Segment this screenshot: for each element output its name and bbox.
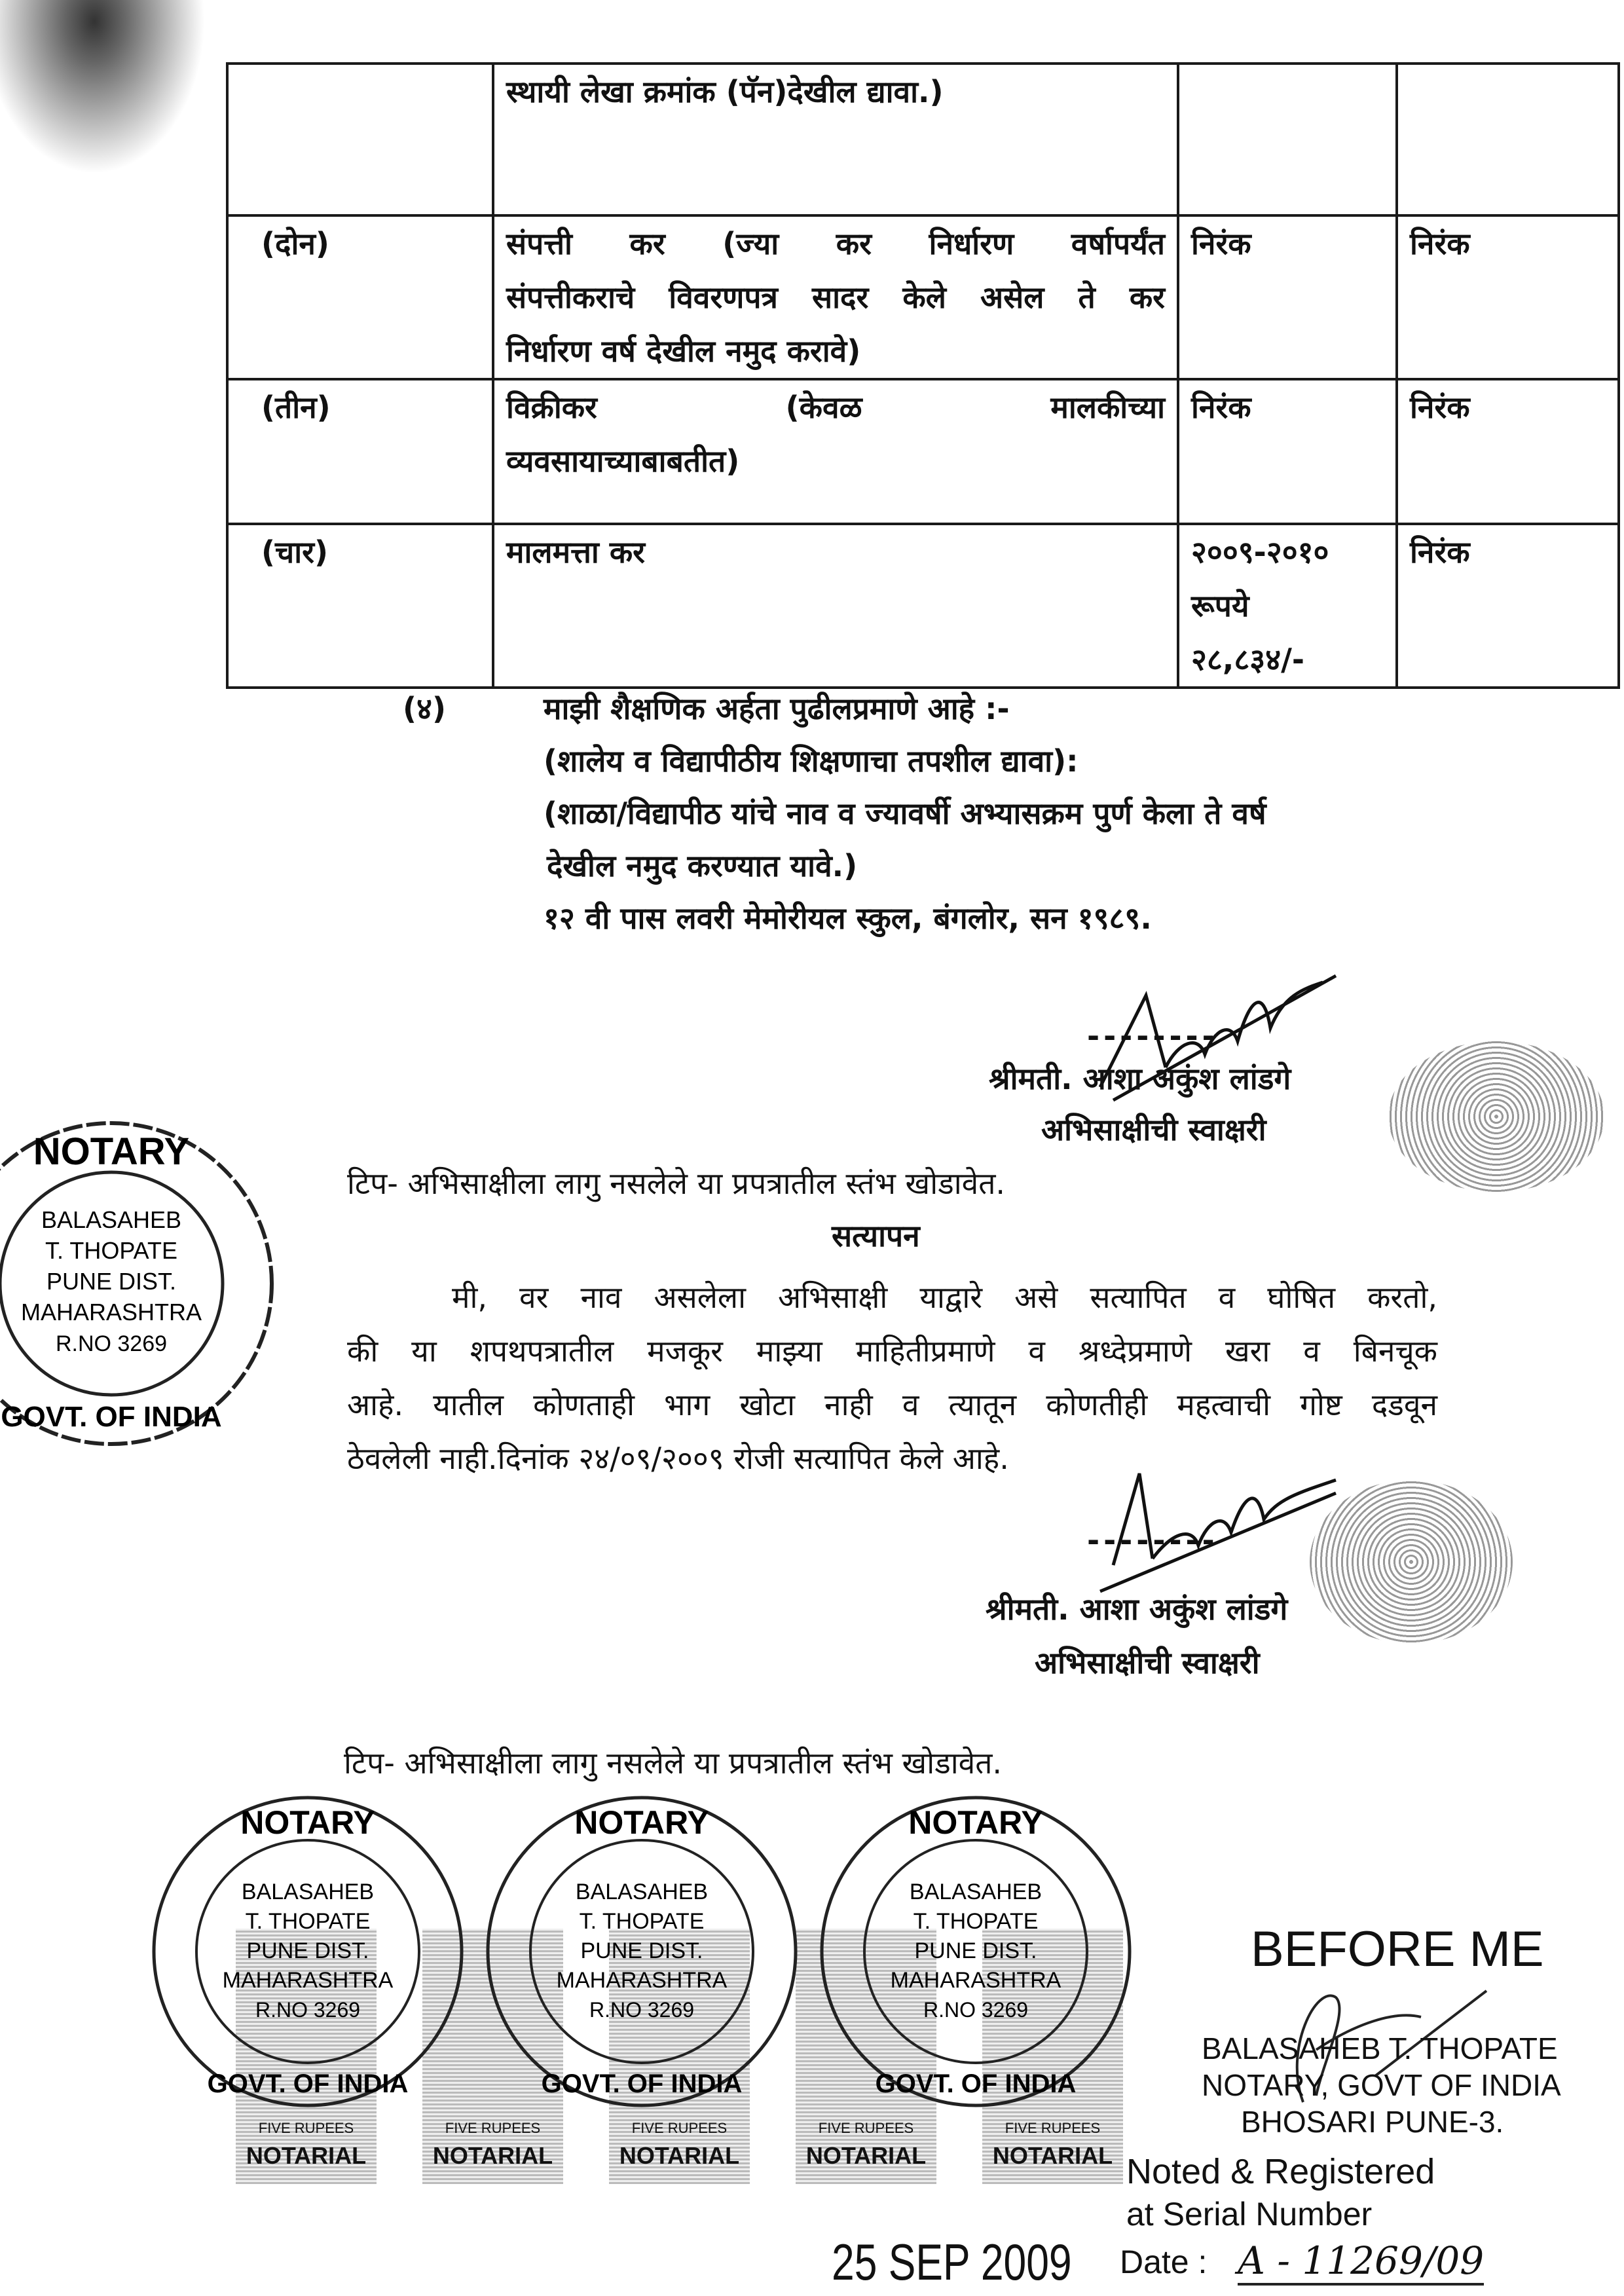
svg-text:NOTARY: NOTARY	[33, 1130, 190, 1173]
thumbprint-1	[1388, 1041, 1604, 1192]
table-row-3-col4: निरंक	[1397, 524, 1619, 688]
table-row-3-num: (चार)	[227, 524, 493, 688]
signature-line: --------	[1087, 1018, 1219, 1054]
noted-registered: Noted & Registered	[1126, 2152, 1435, 2191]
verification-body: मी, वर नाव असलेला अभिसाक्षी याद्वारे असे सत्यापित व घोषित करतो, की या शपथपत्रातील मजकूर माझ्या माहितीप्रमाणे व श्रध्देप्रमाणे खरा व बिनचूक आहे. यातील कोणताही भाग खोटा नाही व त्यातून कोणतीही महत्वाची गोष्ट दडवून ठेवलेली नाही.दिनांक २४/०९/२००९ रोजी सत्यापित केले आहे.	[347, 1280, 1437, 1476]
education-number: (४)	[403, 691, 446, 726]
revenue-stamp: FIVE RUPEES NOTARIAL	[982, 1929, 1123, 2184]
svg-text:MAHARASHTRA: MAHARASHTRA	[222, 1968, 394, 1993]
serial-number: A - 11269/09	[1238, 2238, 1484, 2286]
svg-text:R.NO 3269: R.NO 3269	[589, 1998, 695, 2022]
svg-text:R.NO 3269: R.NO 3269	[255, 1998, 361, 2022]
signature-image-2	[1074, 1434, 1349, 1604]
svg-text:NOTARY: NOTARY	[240, 1804, 375, 1841]
svg-text:BALASAHEB: BALASAHEB	[241, 1879, 375, 1904]
table-row-0-col4	[1397, 64, 1619, 215]
svg-text:R.NO 3269: R.NO 3269	[55, 1331, 168, 1356]
svg-text:T. THOPATE: T. THOPATE	[579, 1909, 705, 1934]
deponent-signature-caption: अभिसाक्षीची स्वाक्षरी	[1041, 1112, 1266, 1147]
verification-title: सत्यापन	[832, 1218, 920, 1253]
deponent-name: श्रीमती. आशा अकुंश लांडगे	[989, 1061, 1291, 1096]
education-instruction: (शालेय व विद्यापीठीय शिक्षणाचा तपशील द्यावा):	[544, 743, 1079, 779]
deponent-signature-caption-2: अभिसाक्षीची स्वाक्षरी	[1035, 1645, 1260, 1680]
education-instruction-3: देखील नमुद करण्यात यावे.)	[547, 848, 858, 883]
svg-text:BALASAHEB: BALASAHEB	[41, 1206, 182, 1233]
svg-text:PUNE DIST.: PUNE DIST.	[246, 1938, 369, 1963]
svg-text:MAHARASHTRA: MAHARASHTRA	[556, 1968, 728, 1993]
table-row-0-col3	[1178, 64, 1397, 215]
note-1: टिप- अभिसाक्षीला लागु नसलेले या प्रपत्रातील स्तंभ खोडावेत.	[347, 1166, 1006, 1201]
table-row	[227, 524, 1619, 688]
svg-text:BALASAHEB: BALASAHEB	[575, 1879, 709, 1904]
svg-text:T. THOPATE: T. THOPATE	[913, 1909, 1039, 1934]
svg-text:BALASAHEB: BALASAHEB	[909, 1879, 1043, 1904]
note-2: टिप- अभिसाक्षीला लागु नसलेले या प्रपत्रातील स्तंभ खोडावेत.	[344, 1745, 1003, 1781]
svg-text:GOVT. OF INDIA: GOVT. OF INDIA	[1, 1401, 222, 1433]
revenue-stamp: FIVE RUPEES NOTARIAL	[609, 1929, 750, 2184]
serial-number-label: at Serial Number	[1126, 2196, 1373, 2232]
svg-text:GOVT. OF INDIA: GOVT. OF INDIA	[541, 2069, 743, 2098]
table-row-2-num: (तीन)	[227, 379, 493, 524]
svg-text:MAHARASHTRA: MAHARASHTRA	[890, 1968, 1061, 1993]
svg-text:T. THOPATE: T. THOPATE	[45, 1237, 178, 1264]
svg-text:PUNE DIST.: PUNE DIST.	[914, 1938, 1037, 1963]
table-row	[227, 379, 1619, 524]
svg-text:PUNE DIST.: PUNE DIST.	[580, 1938, 703, 1963]
revenue-stamp: FIVE RUPEES NOTARIAL	[236, 1929, 377, 2184]
date-stamp: 25 SEP 2009	[832, 2233, 1072, 2291]
notary-seal-left	[0, 1113, 282, 1454]
svg-text:PUNE DIST.: PUNE DIST.	[46, 1268, 177, 1295]
signature-line-2: --------	[1087, 1523, 1219, 1558]
education-instruction-2: (शाळा/विद्यापीठ यांचे नाव व ज्यावर्षी अभ्यासक्रम पुर्ण केला ते वर्ष	[544, 796, 1266, 831]
table-row-2-col3: निरंक	[1178, 379, 1397, 524]
table-row-3-desc: मालमत्ता कर	[493, 524, 1178, 688]
education-heading: माझी शैक्षणिक अर्हता पुढीलप्रमाणे आहे :-	[544, 691, 1010, 726]
thumbprint-2	[1310, 1480, 1513, 1644]
svg-text:MAHARASHTRA: MAHARASHTRA	[20, 1299, 202, 1325]
table-row-1-col3: निरंक	[1178, 215, 1397, 379]
table-row-0-num	[227, 64, 493, 215]
svg-text:NOTARY: NOTARY	[574, 1804, 709, 1841]
notary-seal	[154, 1798, 462, 2105]
revenue-stamp: FIVE RUPEES NOTARIAL	[796, 1929, 936, 2184]
table-row-1-num: (दोन)	[227, 215, 493, 379]
svg-text:R.NO 3269: R.NO 3269	[923, 1998, 1029, 2022]
table-row	[227, 64, 1619, 215]
svg-text:NOTARY: NOTARY	[908, 1804, 1043, 1841]
before-me-title: BEFORE ME	[1251, 1921, 1544, 1977]
table-row-2-desc: विक्रीकर (केवळ मालकीच्या व्यवसायाच्याबाबतीत)	[493, 379, 1178, 524]
deponent-name-2: श्रीमती. आशा अकुंश लांडगे	[986, 1591, 1288, 1627]
svg-text:T. THOPATE: T. THOPATE	[245, 1909, 371, 1934]
table-row-1-col4: निरंक	[1397, 215, 1619, 379]
tax-table	[226, 62, 1620, 689]
scan-shadow	[0, 0, 236, 216]
svg-text:GOVT. OF INDIA: GOVT. OF INDIA	[875, 2069, 1077, 2098]
revenue-stamp: FIVE RUPEES NOTARIAL	[422, 1929, 563, 2184]
notary-seals	[151, 1794, 1146, 2115]
table-row-0-desc: स्थायी लेखा क्रमांक (पॅन)देखील द्यावा.)	[493, 64, 1178, 215]
notary-details: BALASAHEB T. THOPATE NOTARY, GOVT OF INDIA BHOSARI PUNE-3.	[1202, 2031, 1561, 2139]
table-row-2-col4: निरंक	[1397, 379, 1619, 524]
notary-seal	[488, 1798, 796, 2105]
education-detail: १२ वी पास लवरी मेमोरीयल स्कुल, बंगलोर, सन १९८९.	[544, 900, 1152, 936]
svg-text:GOVT. OF INDIA: GOVT. OF INDIA	[207, 2069, 409, 2098]
table-row-3-col3: २००९-२०१० रूपये २८,८३४/-	[1178, 524, 1397, 688]
table-row	[227, 215, 1619, 379]
table-row-1-desc: संपत्ती कर (ज्या कर निर्धारण वर्षापर्यंत संपत्तीकराचे विवरणपत्र सादर केले असेल ते कर निर्धारण वर्ष देखील नमुद करावे)	[493, 215, 1178, 379]
date-label: Date :	[1120, 2244, 1208, 2280]
notary-seal	[822, 1798, 1130, 2105]
